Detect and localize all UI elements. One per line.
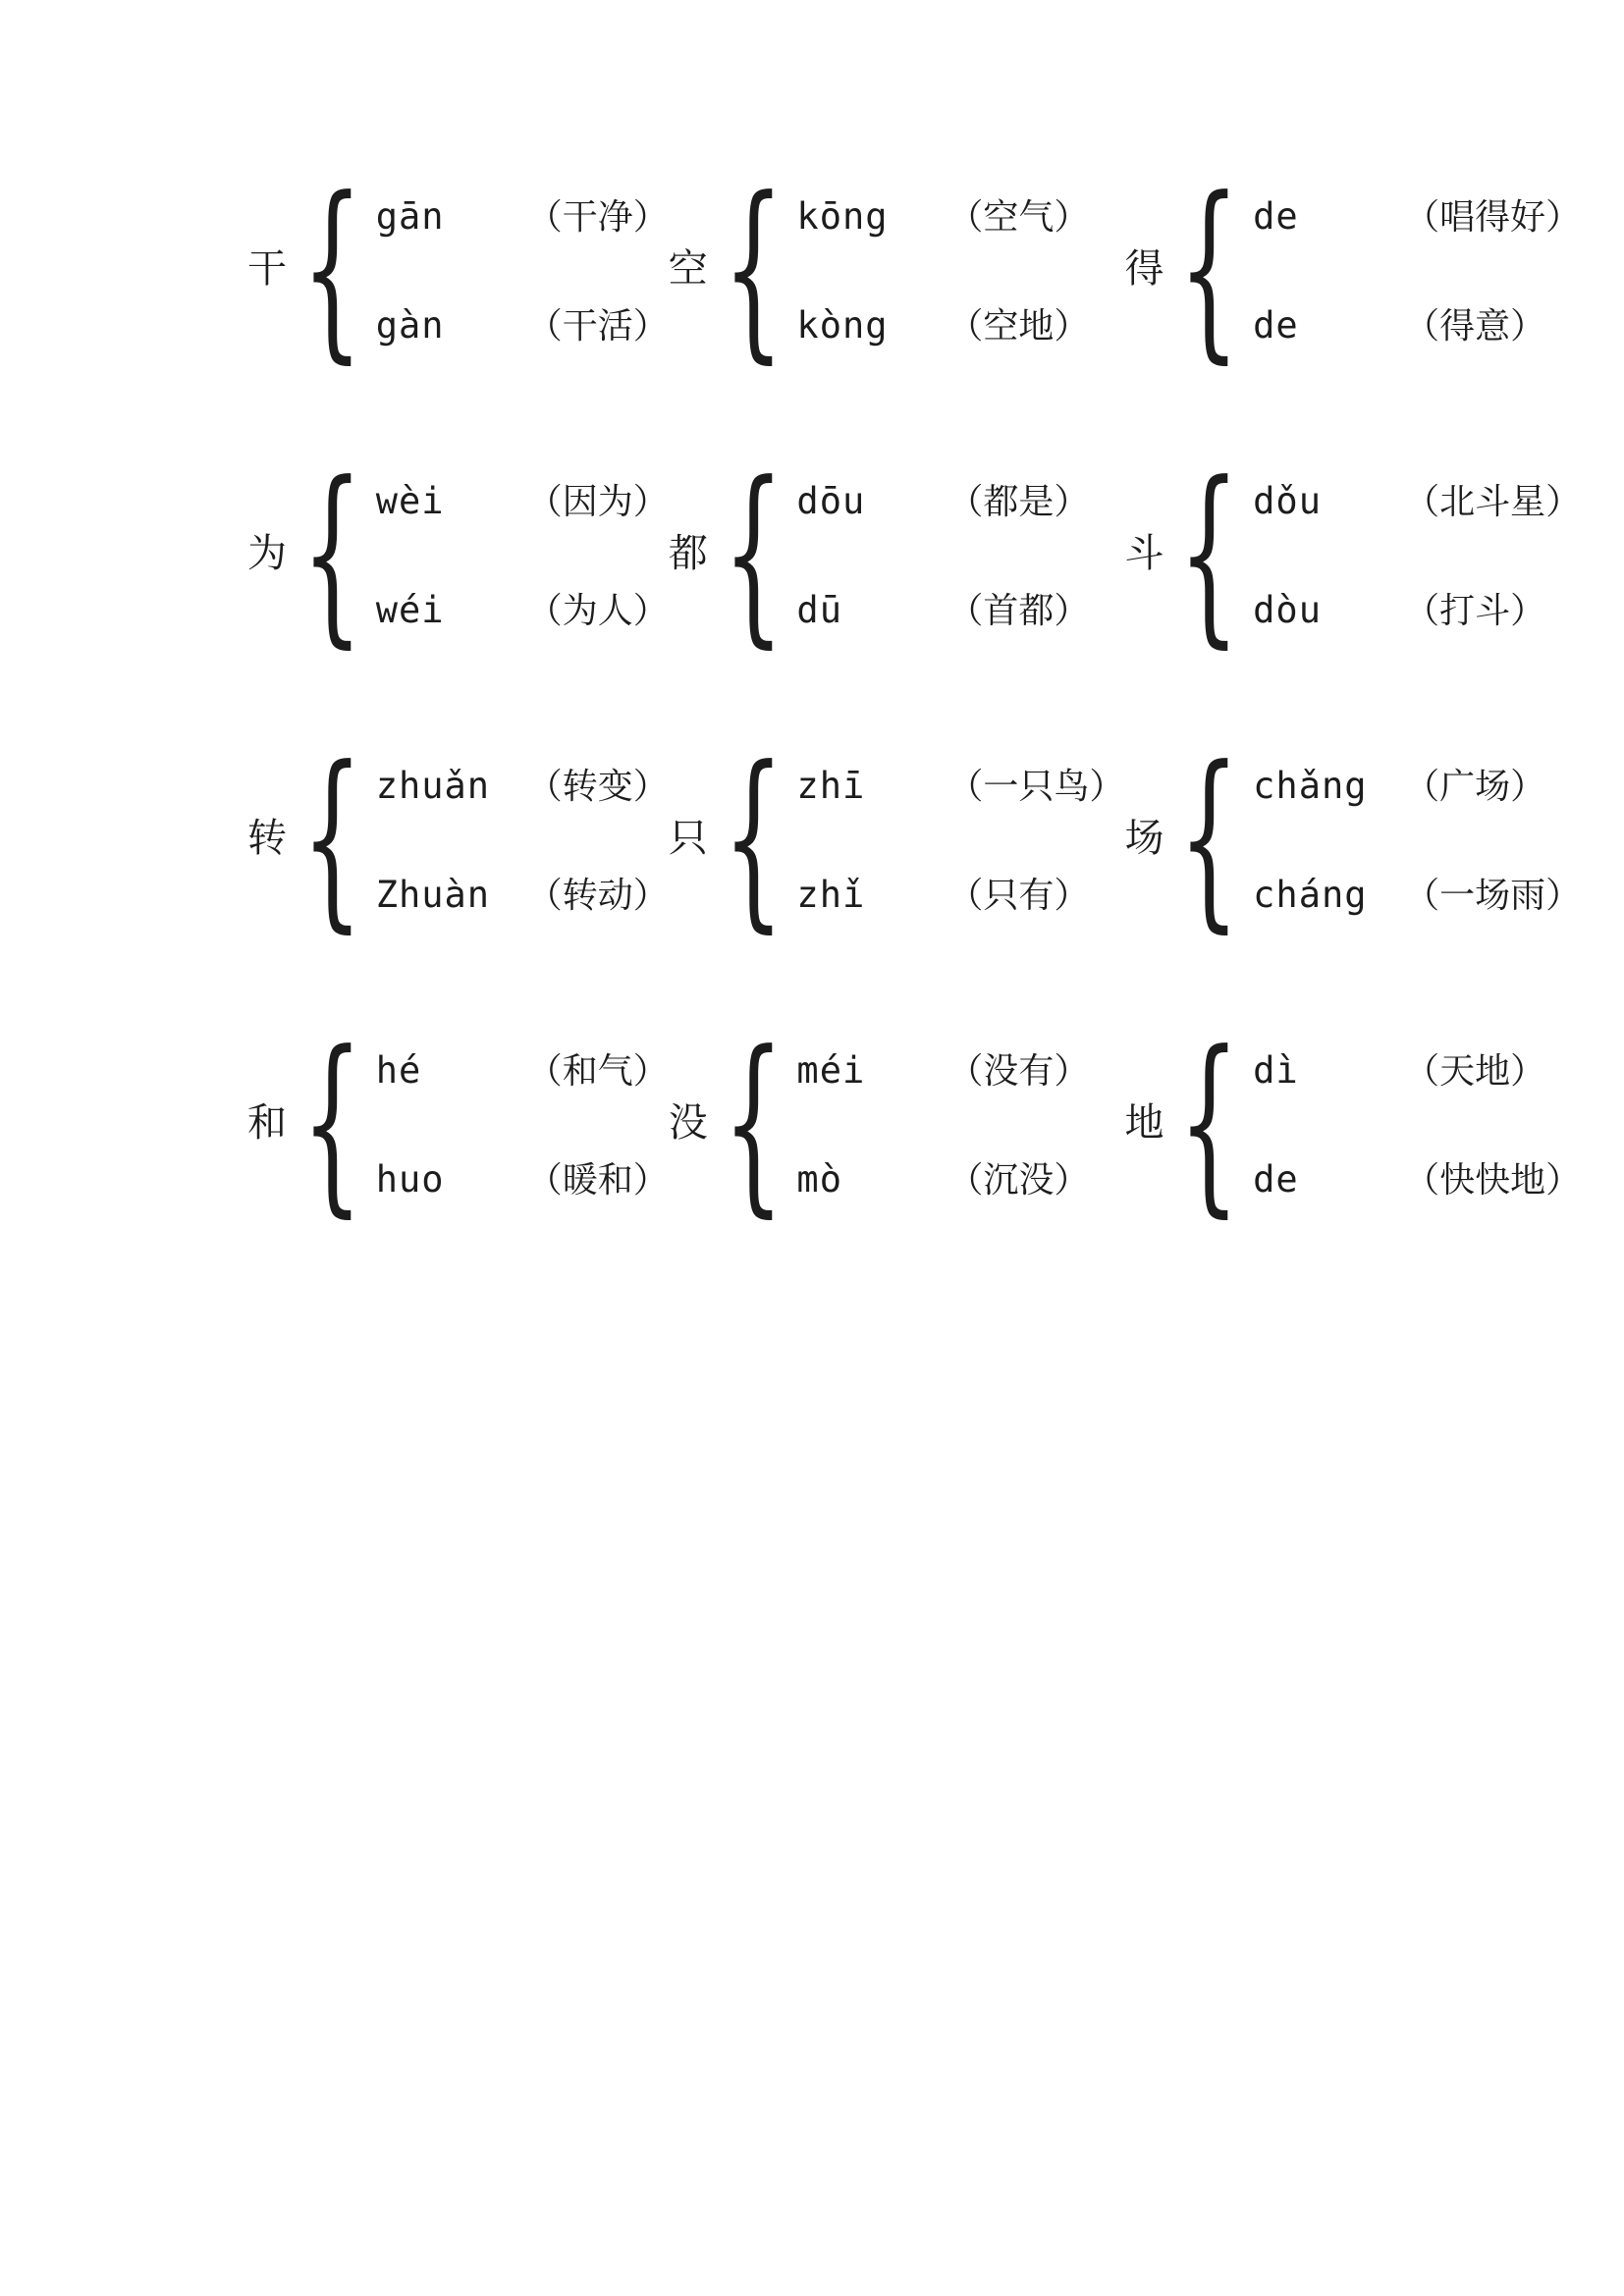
brace-glyph: { — [1178, 157, 1240, 381]
brace-glyph: { — [1178, 726, 1240, 950]
polyphone-group — [668, 157, 1125, 381]
example-word: （转动） — [526, 876, 669, 916]
polyphone-group — [668, 726, 1125, 950]
reading-row-top — [376, 759, 669, 809]
readings-list — [796, 1043, 1089, 1202]
reading-row-top — [376, 189, 669, 240]
pinyin-reading: dū — [796, 589, 842, 631]
polyphone-group — [1124, 442, 1582, 666]
example-word: （天地） — [1404, 1051, 1546, 1092]
readings-list — [796, 759, 1124, 918]
pinyin-reading: gān — [375, 195, 445, 238]
brace-glyph: { — [722, 726, 785, 950]
pinyin-reading: wèi — [375, 480, 445, 522]
reading-row-bottom — [1253, 583, 1581, 633]
example-word: （和气） — [526, 1051, 669, 1092]
headword-character: 都 — [668, 531, 708, 576]
readings-list — [1253, 1043, 1581, 1202]
headword-character: 得 — [1124, 246, 1164, 292]
example-word: （没有） — [947, 1051, 1090, 1092]
example-word: （打斗） — [1404, 591, 1546, 631]
example-word: （唱得好） — [1404, 197, 1582, 238]
pinyin-reading: dǒu — [1253, 480, 1322, 522]
readings-list — [1253, 189, 1581, 348]
example-word: （北斗星） — [1404, 482, 1582, 522]
headword-character: 场 — [1124, 816, 1164, 861]
example-word: （干净） — [526, 197, 669, 238]
brace-glyph: { — [722, 157, 785, 381]
pinyin-reading: zhuǎn — [375, 765, 491, 807]
example-word: （一场雨） — [1404, 876, 1582, 916]
example-word: （都是） — [947, 482, 1090, 522]
headword-character: 干 — [247, 246, 287, 292]
polyphone-group — [1124, 157, 1582, 381]
polyphone-group — [1124, 726, 1582, 950]
brace-glyph: { — [301, 1011, 363, 1235]
pinyin-reading: méi — [796, 1049, 866, 1092]
headword-character: 只 — [668, 816, 708, 861]
polyphone-group — [668, 1011, 1125, 1235]
headword-character: 地 — [1124, 1100, 1164, 1146]
readings-list — [796, 189, 1089, 348]
reading-row-top — [1253, 474, 1581, 524]
readings-list — [376, 189, 669, 348]
readings-list — [796, 474, 1089, 633]
reading-row-top — [1253, 1043, 1581, 1094]
example-word: （快快地） — [1404, 1160, 1582, 1201]
example-word: （暖和） — [526, 1160, 669, 1201]
reading-row-bottom — [376, 868, 669, 918]
headword-character: 和 — [247, 1100, 287, 1146]
polyphone-group — [247, 1011, 669, 1235]
headword-character: 转 — [247, 816, 287, 861]
readings-list — [1253, 474, 1581, 633]
brace-glyph: { — [722, 442, 785, 666]
reading-row-top — [1253, 189, 1581, 240]
reading-row-top — [796, 189, 1089, 240]
pinyin-reading: kòng — [796, 304, 889, 347]
reading-row-bottom — [796, 868, 1124, 918]
pinyin-reading: wéi — [375, 589, 445, 631]
reading-row-top — [376, 474, 669, 524]
pinyin-reading: gàn — [375, 304, 445, 347]
reading-row-bottom — [796, 583, 1089, 633]
reading-row-bottom — [1253, 1152, 1581, 1202]
polyphone-grid — [247, 157, 1582, 1235]
example-word: （空气） — [947, 197, 1090, 238]
pinyin-reading: de — [1253, 195, 1299, 238]
example-word: （转变） — [526, 767, 669, 807]
example-word: （空地） — [947, 306, 1090, 347]
headword-character: 为 — [247, 531, 287, 576]
brace-glyph: { — [301, 157, 363, 381]
reading-row-top — [376, 1043, 669, 1094]
example-word: （干活） — [526, 306, 669, 347]
brace-glyph: { — [1178, 1011, 1240, 1235]
pinyin-reading: zhǐ — [796, 874, 866, 916]
pinyin-reading: dòu — [1253, 589, 1322, 631]
readings-list — [376, 1043, 669, 1202]
brace-glyph: { — [301, 442, 363, 666]
pinyin-reading: de — [1253, 304, 1299, 347]
reading-row-top — [796, 1043, 1089, 1094]
pinyin-reading: dì — [1253, 1049, 1299, 1092]
pinyin-reading: dōu — [796, 480, 866, 522]
readings-list — [376, 759, 669, 918]
brace-glyph: { — [1178, 442, 1240, 666]
reading-row-bottom — [796, 298, 1089, 348]
polyphone-group — [1124, 1011, 1582, 1235]
pinyin-reading: kōng — [796, 195, 889, 238]
reading-row-bottom — [1253, 868, 1581, 918]
headword-character: 空 — [668, 246, 708, 292]
brace-glyph: { — [301, 726, 363, 950]
pinyin-reading: hé — [375, 1049, 422, 1092]
pinyin-reading: Zhuàn — [375, 874, 491, 916]
reading-row-top — [796, 474, 1089, 524]
example-word: （因为） — [526, 482, 669, 522]
headword-character: 斗 — [1124, 531, 1164, 576]
reading-row-bottom — [376, 583, 669, 633]
example-word: （广场） — [1404, 767, 1546, 807]
polyphone-group — [247, 726, 669, 950]
reading-row-bottom — [376, 1152, 669, 1202]
reading-row-top — [1253, 759, 1581, 809]
readings-list — [1253, 759, 1581, 918]
example-word: （只有） — [947, 876, 1090, 916]
reading-row-bottom — [1253, 298, 1581, 348]
polyphone-group — [668, 442, 1125, 666]
reading-row-bottom — [796, 1152, 1089, 1202]
pinyin-reading: chǎng — [1253, 765, 1368, 807]
reading-row-bottom — [376, 298, 669, 348]
pinyin-reading: huo — [375, 1158, 445, 1201]
readings-list — [376, 474, 669, 633]
pinyin-reading: mò — [796, 1158, 842, 1201]
headword-character: 没 — [668, 1100, 708, 1146]
example-word: （首都） — [947, 591, 1090, 631]
pinyin-reading: cháng — [1253, 874, 1368, 916]
example-word: （得意） — [1404, 306, 1546, 347]
brace-glyph: { — [722, 1011, 785, 1235]
reading-row-top — [796, 759, 1124, 809]
pinyin-reading: zhī — [796, 765, 866, 807]
polyphone-group — [247, 157, 669, 381]
example-word: （沉没） — [947, 1160, 1090, 1201]
polyphone-group — [247, 442, 669, 666]
pinyin-reading: de — [1253, 1158, 1299, 1201]
example-word: （为人） — [526, 591, 669, 631]
example-word: （一只鸟） — [947, 767, 1125, 807]
